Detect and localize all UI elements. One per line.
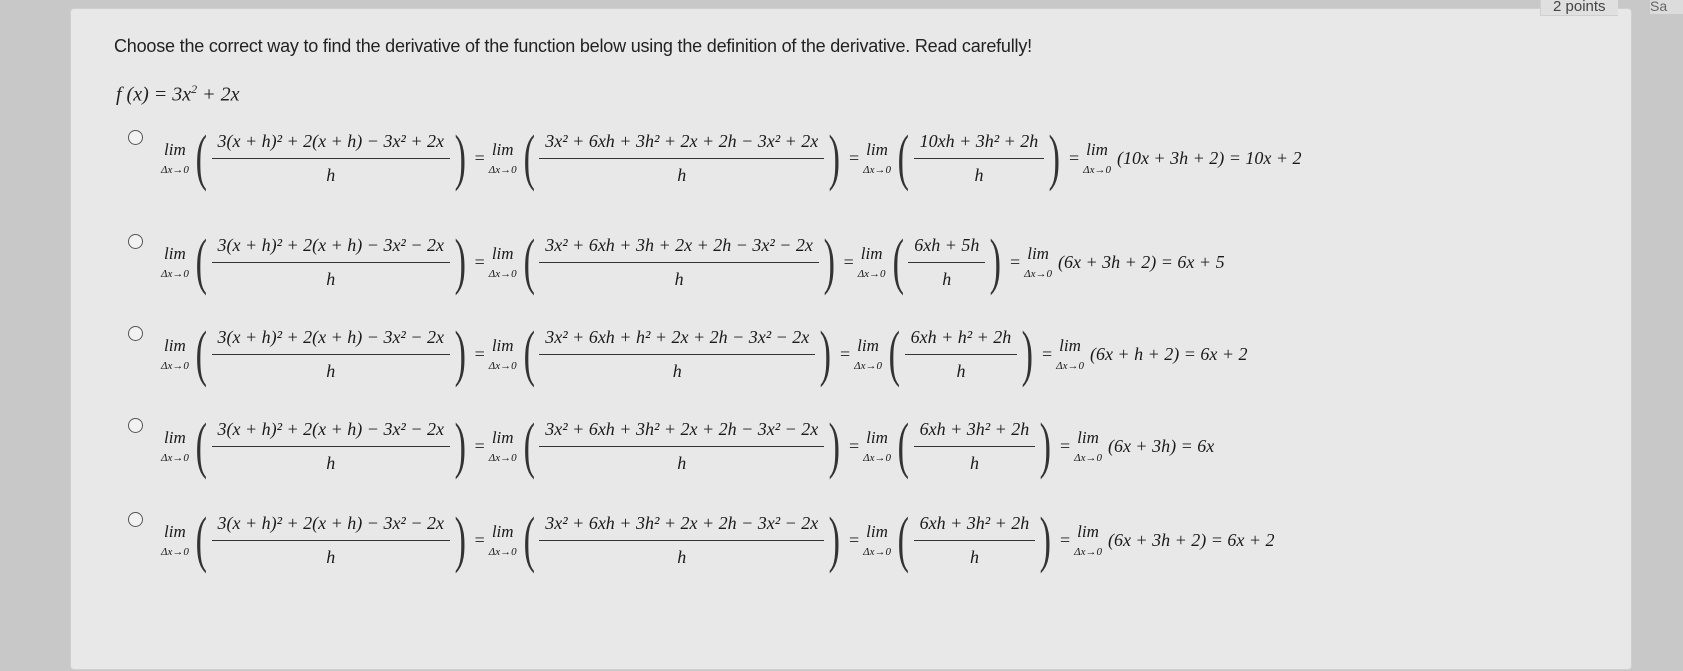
- equals-sign: =: [843, 251, 854, 272]
- limit-symbol: lim Δx→0: [161, 140, 189, 176]
- limit-symbol: lim Δx→0: [1083, 140, 1111, 176]
- final-result: (6x + 3h + 2) = 6x + 2: [1107, 529, 1275, 550]
- equals-sign: =: [474, 435, 485, 456]
- fraction-numerator: 6xh + 3h² + 2h: [919, 512, 1030, 533]
- fraction: [908, 235, 985, 290]
- left-paren: (: [523, 228, 535, 296]
- left-paren: (: [523, 412, 535, 480]
- right-paren: ): [828, 506, 841, 574]
- fraction: [914, 131, 1045, 186]
- answer-option-1[interactable]: [128, 110, 1618, 206]
- fraction-numerator: 6xh + h² + 2h: [910, 326, 1012, 347]
- fraction: [539, 131, 824, 186]
- radio-button[interactable]: [128, 130, 143, 145]
- right-paren: ): [454, 320, 466, 388]
- equals-sign: =: [1068, 147, 1080, 168]
- right-paren: ): [823, 228, 835, 296]
- equals-sign: =: [474, 529, 485, 550]
- left-paren: (: [897, 412, 909, 480]
- limit-symbol: lim Δx→0: [1074, 522, 1102, 558]
- fraction-numerator: 3x² + 6xh + 3h² + 2x + 2h − 3x² − 2x: [545, 418, 819, 439]
- fraction-numerator: 3(x + h)² + 2(x + h) − 3x² + 2x: [217, 130, 444, 151]
- equals-sign: =: [474, 251, 485, 272]
- fraction-denominator: h: [326, 268, 336, 289]
- left-paren: (: [195, 124, 207, 192]
- equals-sign: =: [1059, 435, 1071, 456]
- right-paren: ): [454, 506, 466, 574]
- fraction-denominator: h: [672, 360, 682, 381]
- fraction-denominator: h: [677, 546, 687, 567]
- radio-button[interactable]: [128, 326, 143, 341]
- fraction: [212, 327, 450, 382]
- fraction-numerator: 3x² + 6xh + 3h + 2x + 2h − 3x² − 2x: [545, 234, 813, 255]
- equals-sign: =: [474, 147, 485, 168]
- function-definition: f $(x) = 3x^2 + 2x$: [116, 82, 240, 106]
- limit-symbol: lim Δx→0: [854, 336, 882, 372]
- left-paren: (: [888, 320, 900, 388]
- limit-symbol: lim Δx→0: [863, 428, 891, 464]
- equals-sign: =: [839, 343, 851, 364]
- fraction-denominator: h: [974, 164, 984, 185]
- limit-symbol: lim Δx→0: [863, 140, 891, 176]
- fraction-denominator: h: [674, 268, 684, 289]
- fraction: [905, 327, 1018, 382]
- answer-option-4[interactable]: [128, 398, 1618, 494]
- fraction-numerator: 3(x + h)² + 2(x + h) − 3x² − 2x: [217, 512, 444, 533]
- limit-symbol: lim Δx→0: [1024, 244, 1053, 280]
- limit-symbol: lim Δx→0: [488, 522, 517, 558]
- equals-sign: =: [1041, 343, 1053, 364]
- option-expression: [161, 228, 1225, 296]
- right-paren: ): [990, 228, 1002, 296]
- fraction-denominator: h: [969, 452, 979, 473]
- fraction-denominator: h: [969, 546, 979, 567]
- right-paren: ): [1048, 124, 1061, 192]
- right-paren: ): [1039, 506, 1052, 574]
- equals-sign: =: [848, 147, 860, 168]
- points-label: 2 points: [1540, 0, 1618, 16]
- fraction-denominator: h: [326, 164, 336, 185]
- corner-label: Sa: [1650, 0, 1683, 14]
- option-expression: [161, 320, 1248, 388]
- limit-symbol: lim Δx→0: [161, 522, 189, 558]
- final-result: (6x + 3h) = 6x: [1107, 435, 1215, 456]
- equals-sign: =: [474, 343, 485, 364]
- right-paren: ): [454, 228, 466, 296]
- limit-symbol: lim Δx→0: [161, 244, 189, 280]
- final-result: (10x + 3h + 2) = 10x + 2: [1116, 147, 1302, 168]
- right-paren: ): [819, 320, 832, 388]
- option-expression: [161, 506, 1275, 574]
- left-paren: (: [195, 228, 207, 296]
- fraction: [914, 419, 1036, 474]
- fraction-denominator: h: [677, 452, 687, 473]
- fraction-denominator: h: [326, 360, 336, 381]
- fraction-denominator: h: [956, 360, 966, 381]
- fraction: [539, 235, 819, 290]
- left-paren: (: [523, 320, 535, 388]
- limit-symbol: lim Δx→0: [161, 428, 189, 464]
- limit-symbol: lim Δx→0: [863, 522, 891, 558]
- fraction-numerator: 6xh + 5h: [914, 234, 980, 255]
- fraction-numerator: 3x² + 6xh + 3h² + 2x + 2h − 3x² − 2x: [545, 512, 819, 533]
- limit-symbol: lim Δx→0: [488, 244, 517, 280]
- limit-symbol: lim Δx→0: [488, 428, 517, 464]
- limit-symbol: lim Δx→0: [488, 140, 517, 176]
- right-paren: ): [454, 412, 466, 480]
- question-text: Choose the correct way to find the derivative of the function below using the definition of the derivative. Read carefully!: [114, 36, 1032, 56]
- left-paren: (: [897, 124, 909, 192]
- fraction: [539, 419, 824, 474]
- limit-symbol: lim Δx→0: [488, 336, 517, 372]
- fraction-denominator: h: [326, 452, 336, 473]
- radio-button[interactable]: [128, 512, 143, 527]
- left-paren: (: [195, 320, 207, 388]
- fraction-numerator: 3(x + h)² + 2(x + h) − 3x² − 2x: [217, 234, 444, 255]
- right-paren: ): [828, 124, 841, 192]
- fraction-denominator: h: [942, 268, 952, 289]
- fraction: [914, 513, 1036, 568]
- limit-symbol: lim Δx→0: [1074, 428, 1102, 464]
- fraction: [212, 235, 450, 290]
- right-paren: ): [1021, 320, 1034, 388]
- answer-option-2[interactable]: [128, 214, 1618, 310]
- fraction-numerator: 3(x + h)² + 2(x + h) − 3x² − 2x: [217, 326, 444, 347]
- fraction-denominator: h: [326, 546, 336, 567]
- fraction: [539, 327, 815, 382]
- equals-sign: =: [848, 529, 860, 550]
- option-expression: [161, 124, 1302, 192]
- option-expression: [161, 412, 1215, 480]
- left-paren: (: [892, 228, 904, 296]
- fraction: [212, 513, 450, 568]
- fraction: [212, 419, 450, 474]
- left-paren: (: [195, 506, 207, 574]
- fraction: [212, 131, 450, 186]
- right-paren: ): [1039, 412, 1052, 480]
- final-result: (6x + 3h + 2) = 6x + 5: [1058, 251, 1225, 272]
- radio-button[interactable]: [128, 234, 143, 249]
- fraction-numerator: 10xh + 3h² + 2h: [919, 130, 1039, 151]
- fraction-numerator: 6xh + 3h² + 2h: [919, 418, 1030, 439]
- answer-option-5[interactable]: [128, 492, 1618, 588]
- fraction-numerator: 3x² + 6xh + 3h² + 2x + 2h − 3x² + 2x: [545, 130, 819, 151]
- limit-symbol: lim Δx→0: [857, 244, 886, 280]
- left-paren: (: [523, 506, 535, 574]
- right-paren: ): [828, 412, 841, 480]
- left-paren: (: [195, 412, 207, 480]
- equals-sign: =: [1010, 251, 1021, 272]
- final-result: (6x + h + 2) = 6x + 2: [1089, 343, 1248, 364]
- radio-button[interactable]: [128, 418, 143, 433]
- fraction-numerator: 3x² + 6xh + h² + 2x + 2h − 3x² − 2x: [545, 326, 810, 347]
- right-paren: ): [454, 124, 466, 192]
- equals-sign: =: [1059, 529, 1071, 550]
- fraction-numerator: 3(x + h)² + 2(x + h) − 3x² − 2x: [217, 418, 444, 439]
- answer-option-3[interactable]: [128, 306, 1618, 402]
- left-paren: (: [897, 506, 909, 574]
- left-paren: (: [523, 124, 535, 192]
- limit-symbol: lim Δx→0: [1056, 336, 1084, 372]
- fraction-denominator: h: [677, 164, 687, 185]
- equals-sign: =: [848, 435, 860, 456]
- limit-symbol: lim Δx→0: [161, 336, 189, 372]
- fraction: [539, 513, 824, 568]
